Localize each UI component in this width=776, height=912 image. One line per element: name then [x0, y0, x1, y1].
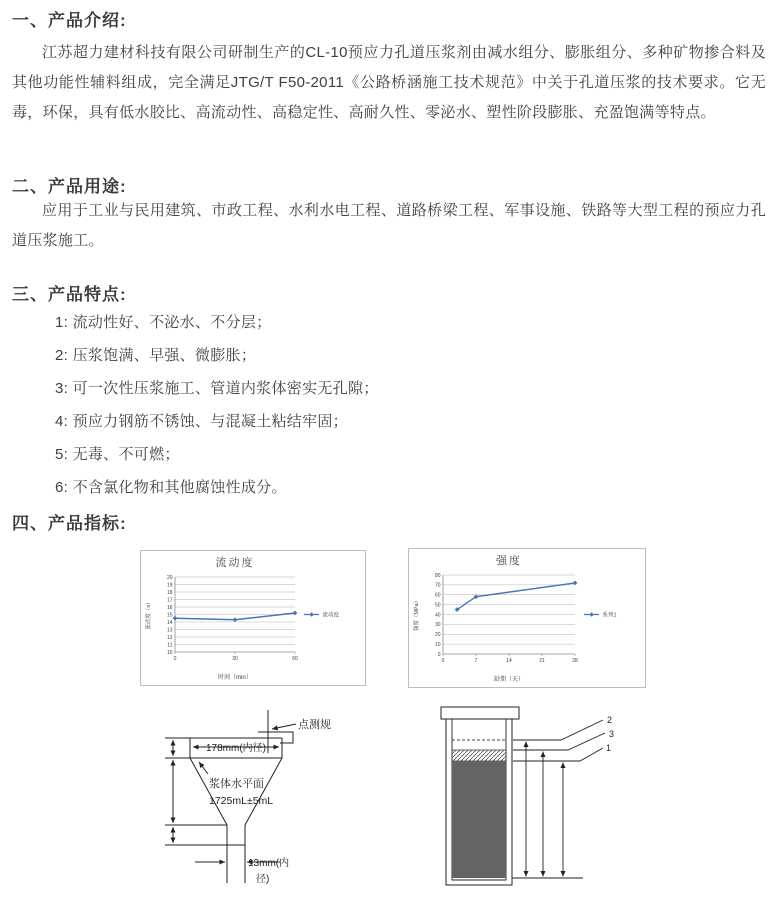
slurry-surface-label: 浆体水平面: [209, 778, 264, 790]
svg-text:0: 0: [441, 658, 445, 664]
cylinder-label-2: 2: [607, 715, 613, 725]
feature-item-5: 5: 无毒、不可燃；: [55, 446, 180, 463]
strength-chart-legend-marker: [589, 612, 593, 616]
flow-cone-diagram: [150, 700, 380, 907]
bleed-water-layer: [452, 750, 506, 761]
section-indicators-heading: 四、产品指标:: [12, 514, 127, 533]
fluidity-chart-ylabel: 流动度（s）: [146, 599, 152, 630]
svg-text:14: 14: [166, 619, 173, 626]
fluidity-chart-svg: [141, 551, 365, 685]
svg-text:14: 14: [506, 658, 512, 664]
svg-text:10: 10: [166, 649, 173, 656]
strength-chart-data-point: [573, 581, 578, 586]
section-intro-heading: 一、产品介绍:: [12, 11, 127, 30]
svg-text:80: 80: [434, 572, 441, 579]
feature-item-1: 1: 流动性好、不泌水、不分层；: [55, 314, 272, 331]
strength-chart-legend-label: 系列1: [602, 612, 617, 619]
svg-text:18: 18: [166, 589, 173, 596]
svg-text:13: 13: [166, 627, 173, 634]
svg-text:20: 20: [166, 574, 173, 581]
strength-chart-svg: [409, 549, 645, 687]
svg-text:21: 21: [539, 658, 545, 664]
svg-text:30: 30: [434, 622, 441, 629]
cylinder-label-1: 1: [606, 743, 612, 753]
svg-text:12: 12: [166, 634, 173, 641]
svg-text:20: 20: [434, 632, 441, 639]
svg-text:16: 16: [166, 604, 173, 611]
svg-text:7: 7: [474, 658, 478, 664]
fluidity-chart-xlabel: 时间（min）: [218, 675, 252, 681]
svg-text:60: 60: [292, 656, 298, 662]
fluidity-chart-data-point: [233, 617, 238, 622]
leader-line-2: [513, 720, 603, 740]
strength-chart-ylabel: 强度（MPa）: [414, 597, 420, 632]
funnel-cone-right: [245, 758, 282, 825]
cylinder-cap: [441, 707, 519, 719]
point-gauge-leader-arrow: [272, 724, 296, 729]
feature-item-2: 2: 压浆饱满、早强、微膨胀；: [55, 347, 257, 364]
svg-text:28: 28: [572, 658, 578, 664]
bottom-diameter-label-line1: 13mm(内: [248, 858, 290, 869]
point-gauge-label: 点测规: [298, 719, 331, 731]
svg-text:0: 0: [173, 656, 177, 662]
cylinder-label-3: 3: [609, 729, 615, 739]
strength-chart-title: 强度: [496, 555, 522, 567]
bottom-diameter-label-line2: 径): [256, 874, 270, 885]
feature-item-6: 6: 不含氯化物和其他腐蚀性成分。: [55, 479, 287, 496]
section-usage-body: 应用于工业与民用建筑、市政工程、水利水电工程、道路桥梁工程、军事设施、铁路等大型工程的预应力孔道压浆施工。: [12, 202, 766, 249]
fluidity-chart-data-point: [173, 616, 178, 621]
volume-label: 1725mL±5mL: [209, 795, 274, 807]
fluidity-chart-legend-marker: [309, 612, 313, 616]
section-intro-body: 江苏超力建材科技有限公司研制生产的CL-10预应力孔道压浆剂由减水组分、膨胀组分、多种矿物掺合料及其他功能性辅料组成，完全满足JTG/T F50-2011《公路桥涵施工技术规范》中关于孔道压浆的技术要求。它无毒，环保，具有低水胶比、高流动性、高稳定性、高耐久性、零泌水、塑性阶段膨胀、充盈饱满等特点。: [12, 44, 766, 121]
fluidity-chart-title: 流动度: [215, 557, 255, 569]
fluidity-chart-legend-label: 流动度: [322, 612, 340, 619]
section-features-heading: 三、产品特点:: [12, 285, 127, 304]
section-usage-heading: 二、产品用途:: [12, 177, 127, 196]
svg-text:19: 19: [166, 582, 173, 589]
feature-item-3: 3: 可一次性压浆施工、管道内浆体密实无孔隙；: [55, 380, 379, 397]
top-diameter-label: 178mm(内径): [205, 743, 267, 754]
svg-text:30: 30: [232, 656, 238, 662]
svg-text:17: 17: [166, 597, 173, 604]
fluidity-chart: [140, 550, 366, 686]
surface-leader-arrow: [199, 762, 208, 774]
svg-text:0: 0: [437, 651, 441, 658]
leader-line-3: [513, 733, 605, 750]
feature-item-4: 4: 预应力钢筋不锈蚀、与混凝土粘结牢固；: [55, 413, 348, 430]
svg-text:11: 11: [167, 642, 173, 649]
strength-chart: [408, 548, 646, 688]
svg-text:10: 10: [434, 641, 441, 648]
svg-text:15: 15: [166, 612, 173, 619]
bleeding-cylinder-diagram: [425, 697, 625, 912]
svg-text:40: 40: [434, 612, 441, 619]
svg-text:60: 60: [434, 592, 441, 599]
grout-column: [452, 761, 506, 878]
svg-text:70: 70: [434, 582, 441, 589]
strength-chart-xlabel: 龄期（天）: [493, 677, 525, 683]
svg-text:50: 50: [434, 602, 441, 609]
features-list: [55, 306, 755, 504]
funnel-cone-left: [190, 758, 227, 825]
